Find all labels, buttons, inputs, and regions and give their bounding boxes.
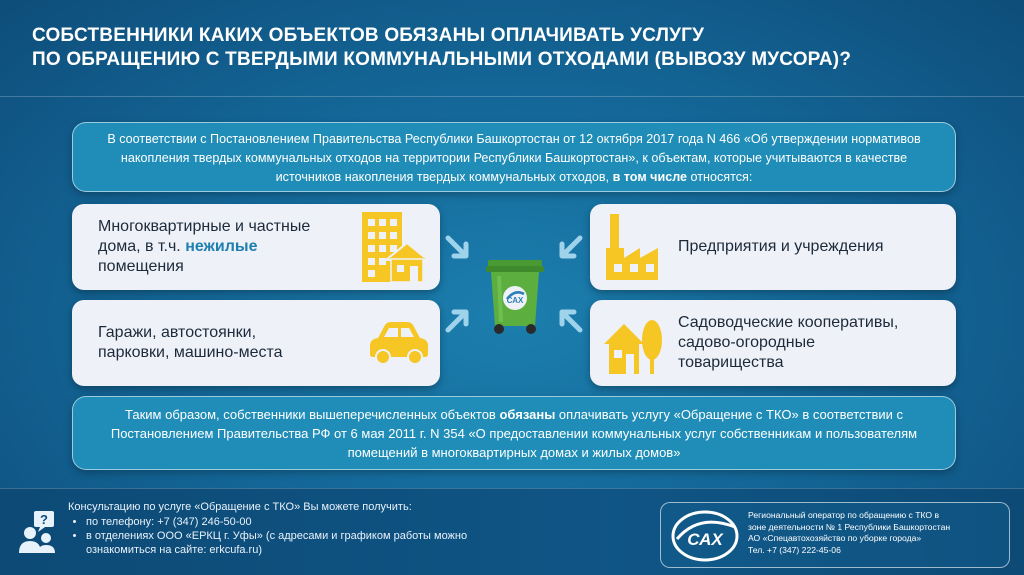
apartments-line-2 — [98, 237, 358, 257]
intro-text: В соответствии с Постановлением Правительства Республики Башкортостан от 12 октября 2017 года N 466 «Об утверждении нормативов накопления твердых коммунальных отходов на территории Республики Башкортостан», к объектам, которые учитываются в качестве источников накопления твердых коммунальных отходов, — [107, 132, 921, 184]
non-residential-highlight: нежилые — [185, 238, 258, 255]
waste-bin-icon — [484, 256, 546, 336]
arrow-top-right-icon — [554, 234, 584, 264]
card-gardening — [590, 300, 956, 386]
consultation-phone: • по телефону: +7 (347) 246-50-00 — [86, 515, 588, 529]
apartments-line-3: помещения — [98, 258, 184, 275]
building-icon — [360, 210, 430, 284]
gardening-line-3: товарищества — [678, 354, 784, 371]
title-divider — [0, 96, 1024, 97]
operator-line-3: АО «Спецавтохозяйство по уборке города» — [748, 533, 922, 543]
consultation-people-icon — [18, 511, 58, 555]
company-logo — [669, 509, 741, 563]
garages-line-2: парковки, машино-места — [98, 344, 283, 361]
enterprises-label: Предприятия и учреждения — [678, 238, 884, 255]
card-apartments — [72, 204, 440, 290]
card-garages — [72, 300, 440, 386]
conclusion-text: Таким образом, собственники вышеперечисленных объектов — [125, 407, 500, 422]
consultation-offices-line-2: ознакомиться на сайте: erkcufa.ru) — [86, 544, 262, 556]
consultation-info — [68, 500, 588, 557]
arrow-bottom-left-icon — [444, 304, 474, 334]
operator-phone: Тел. +7 (347) 222-45-06 — [748, 544, 841, 555]
svg-text:?: ? — [40, 512, 48, 527]
gardening-line-1: Садоводческие кооперативы, — [678, 314, 899, 331]
factory-icon — [604, 212, 660, 282]
gardening-line-2: садово-огородные — [678, 334, 815, 351]
regional-operator-box — [660, 502, 1010, 568]
apartments-line-2-text: дома, в т.ч. — [98, 238, 186, 255]
house-tree-icon — [602, 310, 664, 376]
intro-bold-text: в том числе — [612, 170, 688, 184]
conclusion-bold-text: обязаны — [499, 407, 556, 422]
title-line-2: ПО ОБРАЩЕНИЮ С ТВЕРДЫМИ КОММУНАЛЬНЫМИ ОТХОДАМИ (ВЫВОЗУ МУСОРА)? — [32, 49, 852, 70]
card-enterprises — [590, 204, 956, 290]
garages-line-1: Гаражи, автостоянки, — [98, 324, 257, 341]
card-gardening-text — [678, 313, 948, 373]
title-line-1: СОБСТВЕННИКИ КАКИХ ОБЪЕКТОВ ОБЯЗАНЫ ОПЛАЧИВАТЬ УСЛУГУ — [32, 25, 705, 46]
consultation-list — [68, 515, 588, 557]
page-title — [32, 24, 992, 72]
operator-line-1: Региональный оператор по обращению с ТКО в — [748, 510, 940, 520]
conclusion-text-end: оплачивать услугу «Обращение с ТКО» в соответствии с Постановлением Правительства РФ от 6 мая 2011 г. N 354 «О предоставлении коммунальных услуг собственникам и пользователям помещений в многоквартирных домах и жилых домов» — [110, 407, 918, 460]
apartments-line-1: Многоквартирные и частные — [98, 218, 311, 235]
arrow-top-left-icon — [444, 234, 474, 264]
card-apartments-text — [98, 217, 358, 277]
operator-line-2: зоне деятельности № 1 Республики Башкортостан — [748, 521, 951, 532]
logo-text: САХ — [687, 530, 723, 549]
car-icon — [368, 320, 430, 366]
card-garages-text — [98, 323, 368, 363]
consultation-offices — [86, 529, 588, 557]
intro-box — [72, 122, 956, 192]
bin-logo-text: САХ — [506, 296, 524, 305]
regional-operator-info — [748, 510, 1006, 556]
intro-text-end: относятся: — [687, 170, 753, 184]
conclusion-box — [72, 396, 956, 470]
consultation-offices-line-1: в отделениях ООО «ЕРКЦ г. Уфы» (с адресами и графиком работы можно — [86, 530, 468, 542]
consultation-title: Консультацию по услуге «Обращение с ТКО» Вы можете получить: — [68, 501, 412, 513]
arrow-bottom-right-icon — [554, 304, 584, 334]
